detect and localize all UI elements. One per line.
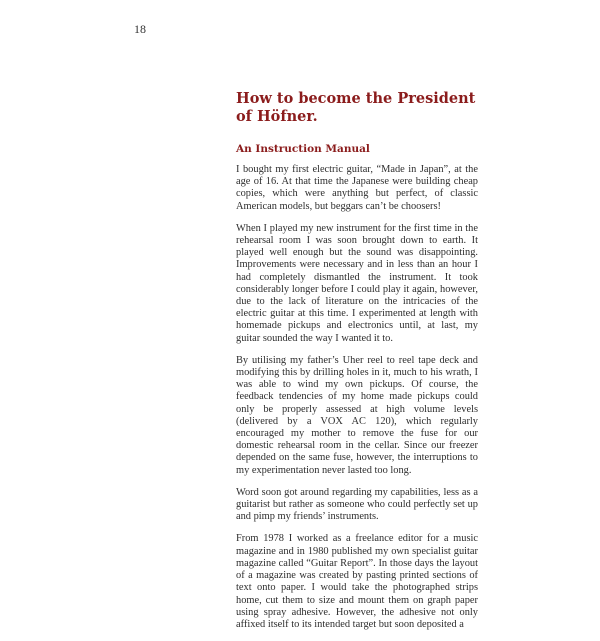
paragraph: I bought my first electric guitar, “Made in Japan”, at the age of 16. At that time the Japanese were building cheap copies, which were anything but perfect, of classic American models, but beggars can’t be choosers! bbox=[236, 164, 478, 212]
paragraph: When I played my new instrument for the first time in the rehearsal room I was soon brought down to earth. It played well enough but the sound was disappointing. Improvements were necessary and in less than an hour I had completely dismantled the instrument. It took considerably longer before I could play it again, however, due to the lack of literature on the intricacies of the electric guitar at this time. I experimented at length with homemade pickups and electronics until, at last, my guitar sounded the way I wanted it to. bbox=[236, 222, 478, 344]
paragraph: Word soon got around regarding my capabilities, less as a guitarist but rather as someone who could perfectly set up and pimp my friends’ instruments. bbox=[236, 486, 478, 523]
page-number: 18 bbox=[134, 22, 146, 36]
paragraph: From 1978 I worked as a freelance editor for a music magazine and in 1980 published my own specialist guitar magazine called “Guitar Report”. In those days the layout of a magazine was created by pasting printed sections of text onto paper. I would take the photographed strips home, cut them to size and mount them on graph paper using spray adhesive. However, the adhesive not only affixed itself to its intended target but soon deposited a bbox=[236, 533, 478, 630]
article bbox=[236, 90, 478, 641]
article-subtitle: An Instruction Manual bbox=[236, 143, 370, 155]
article-title: How to become the President of Höfner. bbox=[236, 90, 476, 125]
paragraph: By utilising my father’s Uher reel to reel tape deck and modifying this by drilling holes in it, much to his wrath, I was able to wind my own pickups. Of course, the feedback tendencies of my home made pickups could only be properly assessed at high volume levels (delivered by a VOX AC 120), which regularly encouraged my mother to remove the fuse for our domestic rehearsal room in the cellar. Since our freezer depended on the same fuse, however, the interruptions to my experimentation never lasted too long. bbox=[236, 354, 478, 476]
